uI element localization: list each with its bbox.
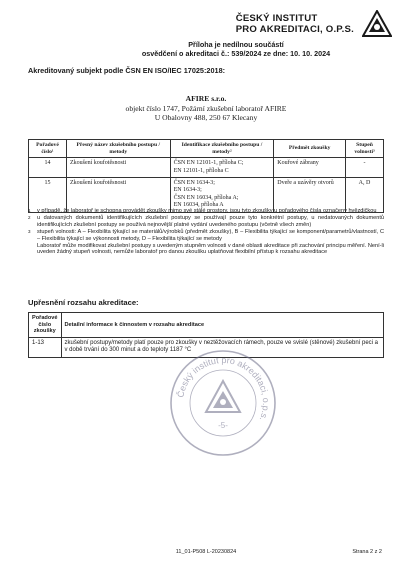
table-header-row xyxy=(29,140,384,158)
footnote-3 xyxy=(28,229,384,243)
header-detail-info: Detailní informace k činnostem v rozsahu akreditace xyxy=(61,313,384,338)
table-header-row xyxy=(29,313,384,338)
footnote-marker: 3 xyxy=(28,228,31,234)
row-detail-info: zkušební postupy/metody platí pouze pro zkoušky v neztěžovacích rámech, pouze ve svislé (stěnové) zkušební peci a v době trvání do 300 minut a do teploty 1187 °C xyxy=(61,337,384,357)
header-method: Přesný název zkušebního postupu / metody xyxy=(66,140,170,158)
organization-object: objekt číslo 1747, Požární zkušební laboratoř AFIRE xyxy=(125,103,287,113)
row-no: 14 xyxy=(29,158,67,178)
page-number: Strana 2 z 2 xyxy=(352,549,382,555)
footnote-3-continuation: Laboratoř může modifikovat zkušební postupy s uvedeným stupněm volnosti v dané oblasti akreditace při zachování principu měření. Není-li uveden žádný stupeň volnosti, nemůže laboratoř pro danou zkoušku uplatňovat flexibilní přístup k rozsahu akreditace xyxy=(37,242,384,256)
specification-title: Upřesnění rozsahu akreditace: xyxy=(28,298,139,307)
row-method: Zkoušení kouřotěsnosti xyxy=(66,178,170,213)
organization-block xyxy=(0,94,412,123)
footnote-1 xyxy=(28,208,384,215)
table-row xyxy=(29,178,384,213)
appendix-line2: osvědčení o akreditaci č.: 539/2024 ze dne: 10. 10. 2024 xyxy=(141,49,331,58)
row-no: 15 xyxy=(29,178,67,213)
official-stamp xyxy=(168,348,278,458)
accreditation-scope-table xyxy=(28,139,384,213)
footnotes xyxy=(28,208,384,256)
stamp-number: -5- xyxy=(218,421,228,430)
identification-line: EN 16034, příloha A xyxy=(173,202,224,209)
header-subject: Předmět zkoušky xyxy=(274,140,346,158)
stamp-text: Český institut pro akreditaci, o.p.s. xyxy=(175,354,272,423)
row-degree: - xyxy=(346,158,384,178)
organization-name: AFIRE s.r.o. xyxy=(185,94,227,103)
identification-line: EN 1634-3; xyxy=(173,187,202,194)
row-subject: Kouřové zábrany xyxy=(274,158,346,178)
footnote-text: u datovaných dokumentů identifikujících zkušební postupy se používají pouze tyto konkrétní postupy, u nedatovaných dokumentů identifikujících zkušební postupy se používá nejnovější platné vydání uvedeného postupu (včetně všech změn) xyxy=(37,214,384,228)
header-identification: Identifikace zkušebního postupu / metody² xyxy=(170,140,274,158)
table-row xyxy=(29,158,384,178)
footnote-2 xyxy=(28,215,384,229)
row-identification xyxy=(170,178,274,213)
identification-line: ČSN EN 1634-3; xyxy=(173,180,215,186)
footnote-marker: 1 xyxy=(28,208,31,213)
header-no: Pořadové číslo¹ xyxy=(29,140,67,158)
identification-line: EN 12101-1, příloha C xyxy=(173,167,229,174)
header-degree: Stupeň volnosti³ xyxy=(346,140,384,158)
institute-logo xyxy=(362,10,392,38)
footnote-marker: 2 xyxy=(28,214,31,220)
appendix-note xyxy=(0,40,412,58)
identification-line: ČSN EN 12101-1, příloha C; xyxy=(173,160,244,167)
document-code: 11_01-P508 L-20230824 xyxy=(175,549,237,555)
row-identification xyxy=(170,158,274,178)
row-method: Zkoušení koufotěsnosti xyxy=(66,158,170,178)
institute-line2: PRO AKREDITACI, O.P.S. xyxy=(235,24,354,35)
institute-name xyxy=(236,13,354,35)
header-test-no: Pořadové číslo zkoušky xyxy=(29,313,62,338)
institute-line1: ČESKÝ INSTITUT xyxy=(235,13,318,24)
organization-address: U Obalovny 488, 250 67 Klecany xyxy=(154,113,258,122)
appendix-line1: Příloha je nedílnou součástí xyxy=(188,40,284,49)
footnote-text: stupeň volnosti: A – Flexibilita týkající se materiálů/výrobků (předmět zkoušky), B – Flexibilita týkající se komponent/parametrů/vlastností, C – Flexibilita týkající se výkonnosti metody, D – Flexibilita týkající se metody xyxy=(37,228,384,242)
identification-line: ČSN EN 16034, příloha A; xyxy=(173,194,239,201)
footnote-text: v případě, že laboratoř je schopna provádět zkoušky mimo své stálé prostory, jsou tyto zkoušky u pořadového čísla označeny hvězdičkou xyxy=(37,208,377,214)
row-subject: Dveře a uzávěry otvorů xyxy=(274,178,346,213)
row-degree: A, D xyxy=(346,178,384,213)
accredited-subject-label: Akreditovaný subjekt podle ČSN EN ISO/IEC 17025:2018: xyxy=(28,66,226,75)
row-test-no: 1-13 xyxy=(29,337,62,357)
